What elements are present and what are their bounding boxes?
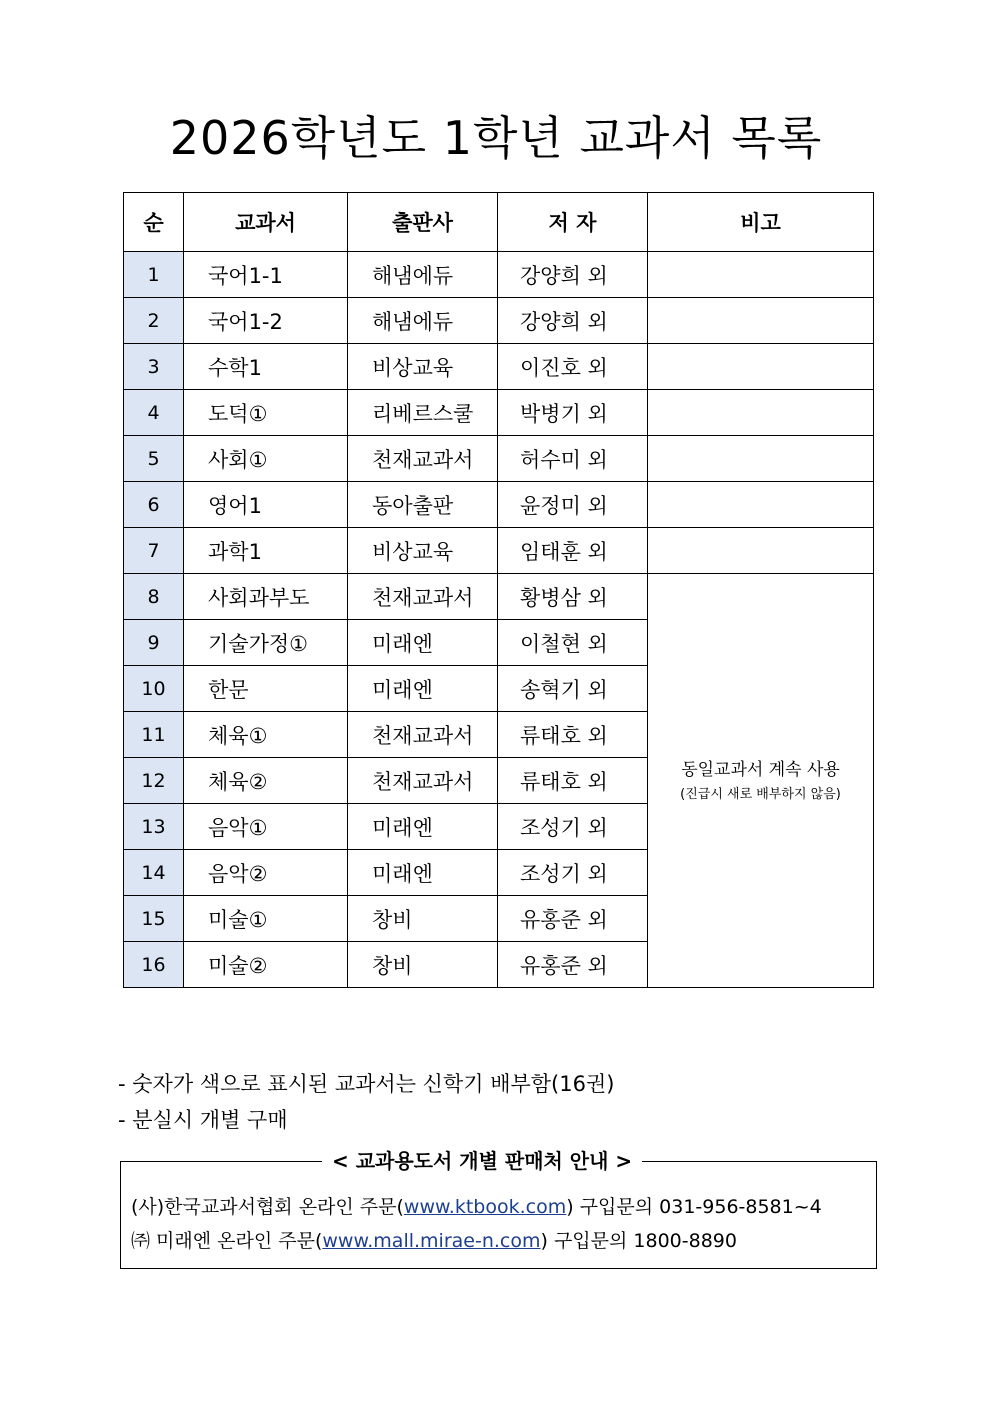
cell-publisher: 미래엔 (348, 850, 498, 896)
cell-book: 국어1-1 (184, 252, 348, 298)
cell-book: 체육① (184, 712, 348, 758)
vendor-text: ) 구입문의 031-956-8581~4 (566, 1196, 822, 1218)
cell-author: 이진호 외 (498, 344, 648, 390)
cell-author: 강양희 외 (498, 298, 648, 344)
cell-publisher: 해냄에듀 (348, 252, 498, 298)
cell-note-merged (648, 574, 874, 988)
cell-book: 미술② (184, 942, 348, 988)
cell-no: 3 (124, 344, 184, 390)
cell-book: 수학1 (184, 344, 348, 390)
note-line: - 분실시 개별 구매 (118, 1108, 288, 1132)
cell-no: 1 (124, 252, 184, 298)
cell-publisher: 천재교과서 (348, 758, 498, 804)
cell-author: 조성기 외 (498, 850, 648, 896)
cell-publisher: 미래엔 (348, 620, 498, 666)
cell-note (648, 482, 874, 528)
cell-publisher: 미래엔 (348, 804, 498, 850)
cell-no: 11 (124, 712, 184, 758)
table-row (124, 298, 874, 344)
cell-author: 강양희 외 (498, 252, 648, 298)
note-line: - 숫자가 색으로 표시된 교과서는 신학기 배부함(16권) (118, 1072, 615, 1096)
table-row (124, 390, 874, 436)
cell-no: 2 (124, 298, 184, 344)
cell-book: 음악① (184, 804, 348, 850)
note-sub-text: (진급시 새로 배부하지 않음) (680, 786, 841, 802)
cell-no: 7 (124, 528, 184, 574)
vendor-text: ) 구입문의 1800-8890 (540, 1230, 737, 1252)
cell-book: 한문 (184, 666, 348, 712)
table-row (124, 574, 874, 620)
cell-author: 송혁기 외 (498, 666, 648, 712)
cell-no: 13 (124, 804, 184, 850)
cell-publisher: 창비 (348, 942, 498, 988)
header-book: 교과서 (184, 193, 348, 252)
cell-publisher: 천재교과서 (348, 436, 498, 482)
cell-no: 6 (124, 482, 184, 528)
cell-author: 유홍준 외 (498, 942, 648, 988)
cell-publisher: 미래엔 (348, 666, 498, 712)
vendor-text: (사)한국교과서협회 온라인 주문( (131, 1196, 404, 1218)
cell-author: 이철현 외 (498, 620, 648, 666)
cell-publisher: 리베르스쿨 (348, 390, 498, 436)
cell-book: 체육② (184, 758, 348, 804)
notes (118, 1066, 614, 1138)
vendor-line-ktbook (131, 1190, 822, 1224)
vendor-lines (131, 1190, 822, 1258)
cell-note (648, 436, 874, 482)
cell-book: 기술가정① (184, 620, 348, 666)
cell-publisher: 동아출판 (348, 482, 498, 528)
cell-author: 황병삼 외 (498, 574, 648, 620)
header-author: 저 자 (498, 193, 648, 252)
cell-author: 류태호 외 (498, 712, 648, 758)
cell-no: 10 (124, 666, 184, 712)
vendor-line-miraen (131, 1224, 822, 1258)
cell-publisher: 창비 (348, 896, 498, 942)
cell-no: 4 (124, 390, 184, 436)
cell-no: 15 (124, 896, 184, 942)
cell-book: 미술① (184, 896, 348, 942)
note-main-text: 동일교과서 계속 사용 (681, 759, 840, 780)
header-no: 순 (124, 193, 184, 252)
table-row (124, 482, 874, 528)
cell-publisher: 비상교육 (348, 528, 498, 574)
table-row (124, 344, 874, 390)
cell-note (648, 298, 874, 344)
vendor-title: < 교과용도서 개별 판매처 안내 > (322, 1146, 642, 1176)
cell-publisher: 해냄에듀 (348, 298, 498, 344)
cell-author: 박병기 외 (498, 390, 648, 436)
cell-publisher: 비상교육 (348, 344, 498, 390)
cell-note (648, 528, 874, 574)
cell-book: 국어1-2 (184, 298, 348, 344)
cell-no: 12 (124, 758, 184, 804)
cell-book: 사회① (184, 436, 348, 482)
cell-author: 임태훈 외 (498, 528, 648, 574)
cell-no: 16 (124, 942, 184, 988)
cell-book: 도덕① (184, 390, 348, 436)
header-note: 비고 (648, 193, 874, 252)
ktbook-link[interactable]: www.ktbook.com (403, 1196, 567, 1218)
cell-no: 5 (124, 436, 184, 482)
header-publisher: 출판사 (348, 193, 498, 252)
table-row (124, 252, 874, 298)
cell-author: 조성기 외 (498, 804, 648, 850)
cell-publisher: 천재교과서 (348, 712, 498, 758)
page-title: 2026학년도 1학년 교과서 목록 (169, 111, 823, 165)
table-header-row (124, 193, 874, 252)
textbook-table (123, 192, 874, 988)
miraen-link[interactable]: www.mall.mirae-n.com (322, 1230, 541, 1252)
cell-author: 유홍준 외 (498, 896, 648, 942)
cell-no: 8 (124, 574, 184, 620)
cell-author: 윤정미 외 (498, 482, 648, 528)
cell-no: 9 (124, 620, 184, 666)
cell-publisher: 천재교과서 (348, 574, 498, 620)
cell-author: 류태호 외 (498, 758, 648, 804)
vendor-text: ㈜ 미래엔 온라인 주문( (131, 1230, 323, 1252)
cell-book: 음악② (184, 850, 348, 896)
cell-book: 영어1 (184, 482, 348, 528)
cell-note (648, 252, 874, 298)
cell-book: 과학1 (184, 528, 348, 574)
table-row (124, 436, 874, 482)
cell-note (648, 344, 874, 390)
cell-no: 14 (124, 850, 184, 896)
cell-author: 허수미 외 (498, 436, 648, 482)
table-row (124, 528, 874, 574)
cell-note (648, 390, 874, 436)
cell-book: 사회과부도 (184, 574, 348, 620)
